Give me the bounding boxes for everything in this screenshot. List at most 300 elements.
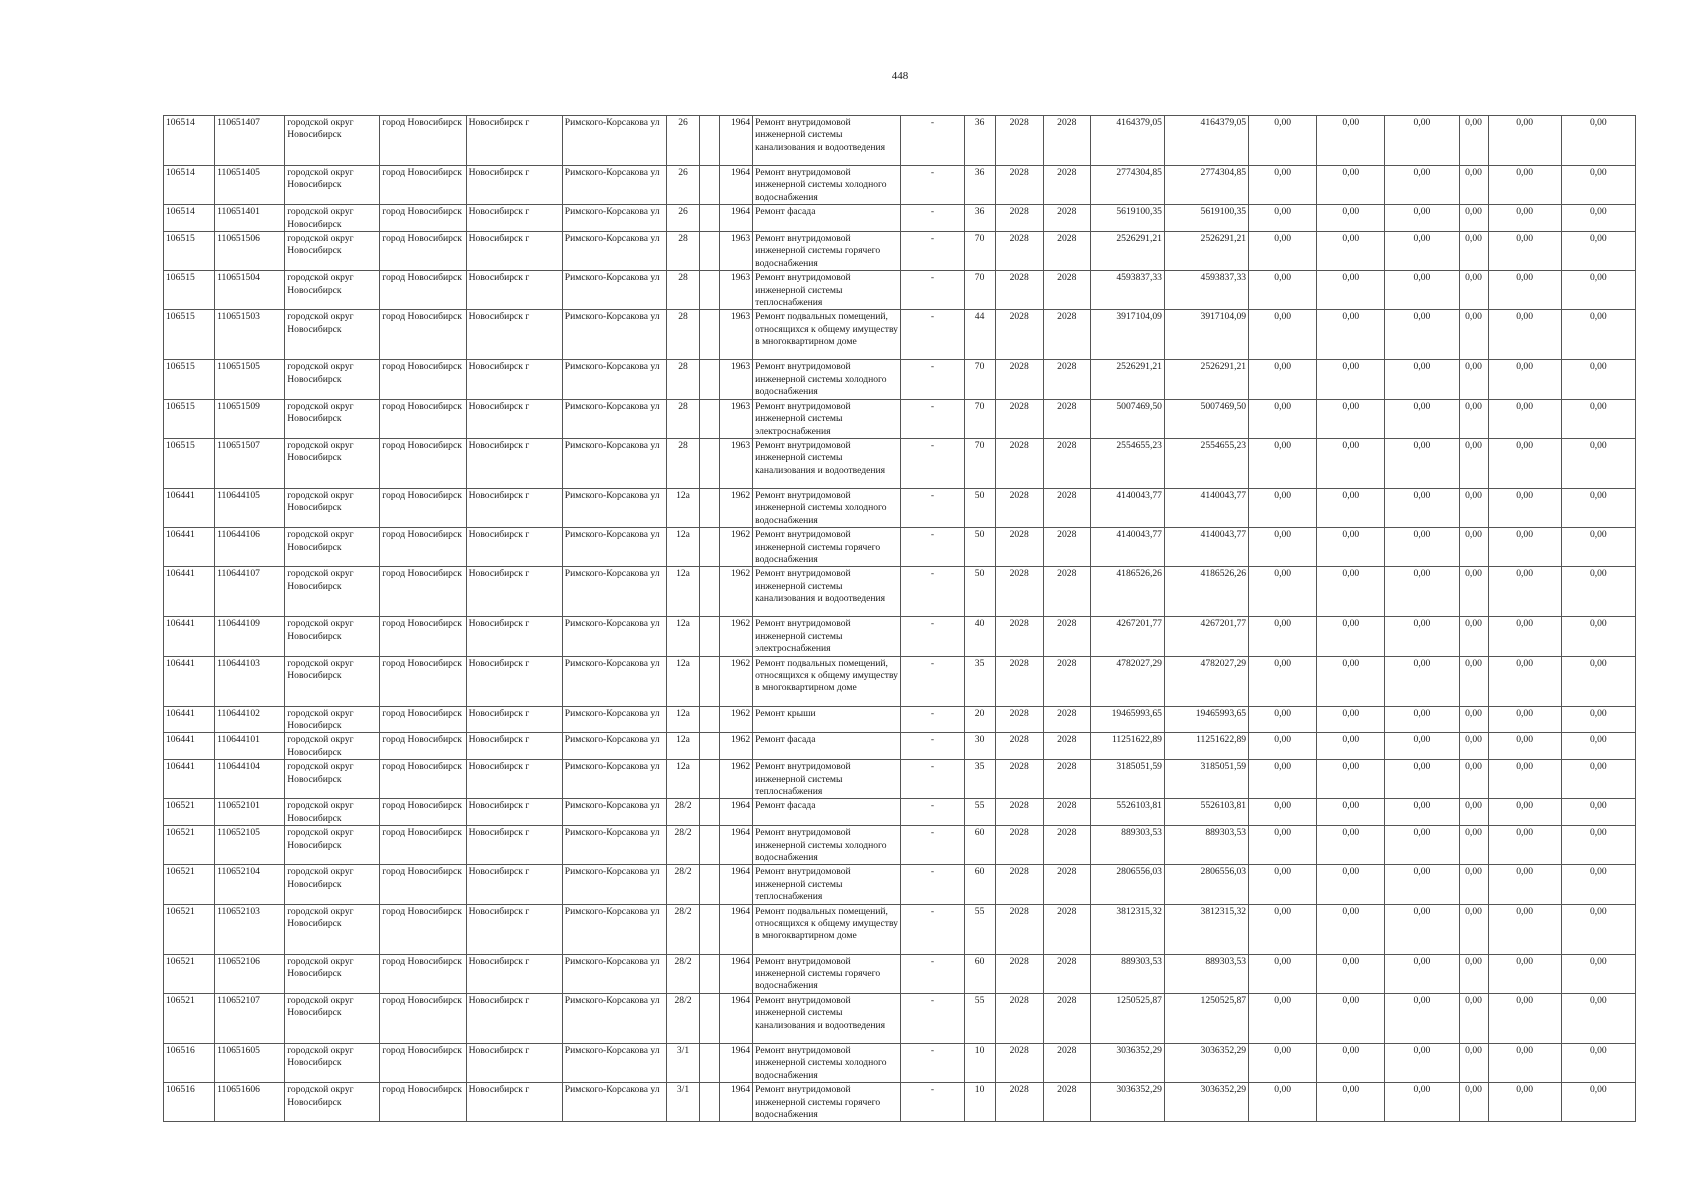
cell-cost-owners: 0,00 xyxy=(1459,706,1488,733)
cell-cost-fund: 11251622,89 xyxy=(1164,733,1248,760)
cell-cost-local: 0,00 xyxy=(1385,399,1459,438)
cell-settlement: город Новосибирск xyxy=(380,706,466,733)
cell-cost-total: 2806556,03 xyxy=(1090,865,1164,904)
cell-unit: - xyxy=(901,1083,964,1122)
cell-cost-local: 0,00 xyxy=(1385,993,1459,1043)
cell-locality: Новосибирск г xyxy=(466,310,562,360)
cell-house-number: 12а xyxy=(666,706,699,733)
cell-plan-year-end: 2028 xyxy=(1043,865,1090,904)
cell-cost-reserve: 0,00 xyxy=(1561,205,1635,232)
cell-settlement: город Новосибирск xyxy=(380,232,466,271)
cell-street: Римского-Корсакова ул xyxy=(562,438,666,488)
cell-object-id: 106515 xyxy=(164,438,215,488)
cell-municipal-district: городской округ Новосибирск xyxy=(285,993,380,1043)
cell-work-id: 110652107 xyxy=(215,993,285,1043)
cell-object-id: 106441 xyxy=(164,733,215,760)
cell-cost-federal: 0,00 xyxy=(1249,438,1317,488)
cell-settlement: город Новосибирск xyxy=(380,166,466,205)
cell-cost-local: 0,00 xyxy=(1385,733,1459,760)
cell-settlement: город Новосибирск xyxy=(380,116,466,166)
cell-work-type: Ремонт внутридомовой инженерной системы теплоснабжения xyxy=(753,760,901,799)
cell-street: Римского-Корсакова ул xyxy=(562,116,666,166)
cell-work-id: 110651504 xyxy=(215,271,285,310)
cell-wear-percent: 35 xyxy=(964,656,995,706)
cell-cost-total: 889303,53 xyxy=(1090,954,1164,993)
cell-cost-fund: 2774304,85 xyxy=(1164,166,1248,205)
cell-cost-reserve: 0,00 xyxy=(1561,360,1635,399)
table-row xyxy=(164,993,1636,1043)
cell-cost-owners: 0,00 xyxy=(1459,360,1488,399)
cell-year-built: 1963 xyxy=(720,438,753,488)
cell-locality: Новосибирск г xyxy=(466,799,562,826)
cell-wear-percent: 60 xyxy=(964,865,995,904)
cell-cost-federal: 0,00 xyxy=(1249,799,1317,826)
cell-work-type: Ремонт фасада xyxy=(753,205,901,232)
cell-unit: - xyxy=(901,438,964,488)
cell-plan-year-end: 2028 xyxy=(1043,799,1090,826)
cell-house-number: 12а xyxy=(666,488,699,527)
cell-unit: - xyxy=(901,617,964,656)
cell-cost-fund: 5526103,81 xyxy=(1164,799,1248,826)
cell-wear-percent: 10 xyxy=(964,1083,995,1122)
cell-wear-percent: 40 xyxy=(964,617,995,656)
cell-cost-other: 0,00 xyxy=(1488,488,1561,527)
cell-municipal-district: городской округ Новосибирск xyxy=(285,166,380,205)
cell-cost-federal: 0,00 xyxy=(1249,617,1317,656)
cell-year-built: 1962 xyxy=(720,760,753,799)
cell-work-type: Ремонт внутридомовой инженерной системы холодного водоснабжения xyxy=(753,826,901,865)
cell-municipal-district: городской округ Новосибирск xyxy=(285,799,380,826)
cell-object-id: 106441 xyxy=(164,528,215,567)
cell-cost-other: 0,00 xyxy=(1488,116,1561,166)
cell-street: Римского-Корсакова ул xyxy=(562,528,666,567)
cell-year-built: 1964 xyxy=(720,1043,753,1082)
cell-municipal-district: городской округ Новосибирск xyxy=(285,528,380,567)
cell-cost-regional: 0,00 xyxy=(1317,904,1385,954)
cell-cost-other: 0,00 xyxy=(1488,617,1561,656)
cell-cost-reserve: 0,00 xyxy=(1561,733,1635,760)
cell-cost-regional: 0,00 xyxy=(1317,1083,1385,1122)
cell-settlement: город Новосибирск xyxy=(380,528,466,567)
cell-work-type: Ремонт внутридомовой инженерной системы горячего водоснабжения xyxy=(753,1083,901,1122)
cell-cost-federal: 0,00 xyxy=(1249,116,1317,166)
page-number: 448 xyxy=(891,70,909,82)
cell-object-id: 106514 xyxy=(164,166,215,205)
cell-settlement: город Новосибирск xyxy=(380,1043,466,1082)
cell-plan-year-end: 2028 xyxy=(1043,567,1090,617)
cell-locality: Новосибирск г xyxy=(466,438,562,488)
cell-cost-other: 0,00 xyxy=(1488,399,1561,438)
cell-cost-regional: 0,00 xyxy=(1317,232,1385,271)
cell-year-built: 1963 xyxy=(720,399,753,438)
cell-street: Римского-Корсакова ул xyxy=(562,760,666,799)
cell-locality: Новосибирск г xyxy=(466,360,562,399)
cell-cost-owners: 0,00 xyxy=(1459,310,1488,360)
cell-cost-reserve: 0,00 xyxy=(1561,656,1635,706)
cell-locality: Новосибирск г xyxy=(466,826,562,865)
cell-cost-federal: 0,00 xyxy=(1249,310,1317,360)
cell-wear-percent: 70 xyxy=(964,360,995,399)
cell-work-type: Ремонт фасада xyxy=(753,733,901,760)
cell-cost-local: 0,00 xyxy=(1385,310,1459,360)
cell-cost-total: 2774304,85 xyxy=(1090,166,1164,205)
cell-cost-total: 5619100,35 xyxy=(1090,205,1164,232)
cell-work-type: Ремонт подвальных помещений, относящихся к общему имуществу в многоквартирном доме xyxy=(753,310,901,360)
cell-cost-total: 889303,53 xyxy=(1090,826,1164,865)
cell-plan-year-start: 2028 xyxy=(995,205,1043,232)
cell-cost-regional: 0,00 xyxy=(1317,1043,1385,1082)
cell-municipal-district: городской округ Новосибирск xyxy=(285,271,380,310)
cell-plan-year-end: 2028 xyxy=(1043,310,1090,360)
cell-plan-year-start: 2028 xyxy=(995,954,1043,993)
cell-street: Римского-Корсакова ул xyxy=(562,360,666,399)
cell-plan-year-end: 2028 xyxy=(1043,993,1090,1043)
cell-cost-fund: 2526291,21 xyxy=(1164,360,1248,399)
cell-building xyxy=(700,904,720,954)
cell-cost-local: 0,00 xyxy=(1385,205,1459,232)
cell-cost-reserve: 0,00 xyxy=(1561,617,1635,656)
cell-building xyxy=(700,399,720,438)
cell-house-number: 28/2 xyxy=(666,865,699,904)
cell-street: Римского-Корсакова ул xyxy=(562,706,666,733)
cell-plan-year-end: 2028 xyxy=(1043,166,1090,205)
cell-cost-local: 0,00 xyxy=(1385,826,1459,865)
cell-object-id: 106515 xyxy=(164,271,215,310)
cell-settlement: город Новосибирск xyxy=(380,399,466,438)
cell-plan-year-start: 2028 xyxy=(995,904,1043,954)
cell-cost-other: 0,00 xyxy=(1488,360,1561,399)
cell-cost-federal: 0,00 xyxy=(1249,205,1317,232)
cell-house-number: 26 xyxy=(666,166,699,205)
cell-house-number: 28 xyxy=(666,360,699,399)
cell-object-id: 106515 xyxy=(164,232,215,271)
cell-wear-percent: 44 xyxy=(964,310,995,360)
cell-cost-reserve: 0,00 xyxy=(1561,488,1635,527)
cell-wear-percent: 10 xyxy=(964,1043,995,1082)
cell-settlement: город Новосибирск xyxy=(380,954,466,993)
cell-year-built: 1962 xyxy=(720,567,753,617)
cell-cost-local: 0,00 xyxy=(1385,656,1459,706)
cell-work-id: 110644102 xyxy=(215,706,285,733)
table-row xyxy=(164,528,1636,567)
cell-cost-owners: 0,00 xyxy=(1459,760,1488,799)
cell-cost-regional: 0,00 xyxy=(1317,166,1385,205)
cell-wear-percent: 30 xyxy=(964,733,995,760)
cell-wear-percent: 36 xyxy=(964,166,995,205)
cell-wear-percent: 35 xyxy=(964,760,995,799)
cell-house-number: 28 xyxy=(666,232,699,271)
cell-cost-regional: 0,00 xyxy=(1317,954,1385,993)
cell-plan-year-end: 2028 xyxy=(1043,617,1090,656)
cell-house-number: 28/2 xyxy=(666,904,699,954)
cell-building xyxy=(700,271,720,310)
cell-work-type: Ремонт внутридомовой инженерной системы электроснабжения xyxy=(753,399,901,438)
table-row xyxy=(164,567,1636,617)
cell-cost-fund: 3036352,29 xyxy=(1164,1043,1248,1082)
cell-building xyxy=(700,116,720,166)
cell-locality: Новосибирск г xyxy=(466,116,562,166)
cell-settlement: город Новосибирск xyxy=(380,488,466,527)
cell-plan-year-start: 2028 xyxy=(995,438,1043,488)
cell-house-number: 12а xyxy=(666,656,699,706)
cell-plan-year-start: 2028 xyxy=(995,232,1043,271)
cell-municipal-district: городской округ Новосибирск xyxy=(285,488,380,527)
cell-cost-fund: 4593837,33 xyxy=(1164,271,1248,310)
cell-object-id: 106521 xyxy=(164,799,215,826)
cell-cost-reserve: 0,00 xyxy=(1561,399,1635,438)
cell-cost-local: 0,00 xyxy=(1385,488,1459,527)
cell-wear-percent: 70 xyxy=(964,232,995,271)
cell-cost-total: 4593837,33 xyxy=(1090,271,1164,310)
cell-street: Римского-Корсакова ул xyxy=(562,799,666,826)
cell-unit: - xyxy=(901,799,964,826)
cell-building xyxy=(700,799,720,826)
cell-unit: - xyxy=(901,760,964,799)
cell-work-id: 110644101 xyxy=(215,733,285,760)
cell-street: Римского-Корсакова ул xyxy=(562,733,666,760)
cell-plan-year-start: 2028 xyxy=(995,567,1043,617)
cell-work-type: Ремонт внутридомовой инженерной системы горячего водоснабжения xyxy=(753,528,901,567)
cell-cost-fund: 5619100,35 xyxy=(1164,205,1248,232)
cell-plan-year-start: 2028 xyxy=(995,826,1043,865)
table-row xyxy=(164,1043,1636,1082)
cell-plan-year-end: 2028 xyxy=(1043,954,1090,993)
cell-work-id: 110651509 xyxy=(215,399,285,438)
cell-street: Римского-Корсакова ул xyxy=(562,310,666,360)
cell-cost-other: 0,00 xyxy=(1488,567,1561,617)
cell-building xyxy=(700,1083,720,1122)
table-row xyxy=(164,205,1636,232)
cell-street: Римского-Корсакова ул xyxy=(562,399,666,438)
table-row xyxy=(164,1083,1636,1122)
cell-cost-fund: 3185051,59 xyxy=(1164,760,1248,799)
cell-cost-other: 0,00 xyxy=(1488,656,1561,706)
cell-cost-fund: 2806556,03 xyxy=(1164,865,1248,904)
cell-plan-year-end: 2028 xyxy=(1043,826,1090,865)
cell-locality: Новосибирск г xyxy=(466,488,562,527)
cell-unit: - xyxy=(901,232,964,271)
cell-work-id: 110644109 xyxy=(215,617,285,656)
cell-work-type: Ремонт внутридомовой инженерной системы холодного водоснабжения xyxy=(753,488,901,527)
cell-work-type: Ремонт внутридомовой инженерной системы холодного водоснабжения xyxy=(753,360,901,399)
cell-work-type: Ремонт внутридомовой инженерной системы горячего водоснабжения xyxy=(753,954,901,993)
cell-cost-owners: 0,00 xyxy=(1459,617,1488,656)
cell-cost-reserve: 0,00 xyxy=(1561,1043,1635,1082)
cell-cost-regional: 0,00 xyxy=(1317,488,1385,527)
table-row xyxy=(164,617,1636,656)
cell-cost-regional: 0,00 xyxy=(1317,438,1385,488)
cell-cost-reserve: 0,00 xyxy=(1561,904,1635,954)
cell-street: Римского-Корсакова ул xyxy=(562,567,666,617)
cell-wear-percent: 50 xyxy=(964,567,995,617)
cell-work-id: 110644105 xyxy=(215,488,285,527)
cell-object-id: 106514 xyxy=(164,205,215,232)
cell-locality: Новосибирск г xyxy=(466,1083,562,1122)
cell-house-number: 3/1 xyxy=(666,1043,699,1082)
cell-year-built: 1964 xyxy=(720,799,753,826)
cell-plan-year-end: 2028 xyxy=(1043,488,1090,527)
cell-cost-local: 0,00 xyxy=(1385,116,1459,166)
cell-work-type: Ремонт подвальных помещений, относящихся к общему имуществу в многоквартирном доме xyxy=(753,904,901,954)
cell-cost-federal: 0,00 xyxy=(1249,528,1317,567)
cell-building xyxy=(700,954,720,993)
cell-plan-year-start: 2028 xyxy=(995,399,1043,438)
cell-cost-regional: 0,00 xyxy=(1317,116,1385,166)
cell-building xyxy=(700,567,720,617)
cell-cost-local: 0,00 xyxy=(1385,799,1459,826)
cell-work-type: Ремонт внутридомовой инженерной системы горячего водоснабжения xyxy=(753,232,901,271)
cell-object-id: 106521 xyxy=(164,954,215,993)
cell-settlement: город Новосибирск xyxy=(380,656,466,706)
cell-object-id: 106516 xyxy=(164,1043,215,1082)
cell-municipal-district: городской округ Новосибирск xyxy=(285,1083,380,1122)
cell-street: Римского-Корсакова ул xyxy=(562,1083,666,1122)
cell-plan-year-end: 2028 xyxy=(1043,232,1090,271)
cell-year-built: 1962 xyxy=(720,656,753,706)
cell-municipal-district: городской округ Новосибирск xyxy=(285,954,380,993)
cell-settlement: город Новосибирск xyxy=(380,733,466,760)
cell-building xyxy=(700,232,720,271)
cell-cost-other: 0,00 xyxy=(1488,1083,1561,1122)
cell-plan-year-start: 2028 xyxy=(995,865,1043,904)
cell-plan-year-end: 2028 xyxy=(1043,904,1090,954)
cell-unit: - xyxy=(901,656,964,706)
cell-plan-year-start: 2028 xyxy=(995,799,1043,826)
cell-settlement: город Новосибирск xyxy=(380,271,466,310)
cell-cost-local: 0,00 xyxy=(1385,954,1459,993)
table-row xyxy=(164,488,1636,527)
cell-cost-other: 0,00 xyxy=(1488,706,1561,733)
cell-plan-year-end: 2028 xyxy=(1043,706,1090,733)
cell-wear-percent: 70 xyxy=(964,399,995,438)
cell-municipal-district: городской округ Новосибирск xyxy=(285,760,380,799)
cell-house-number: 28/2 xyxy=(666,954,699,993)
cell-cost-reserve: 0,00 xyxy=(1561,865,1635,904)
cell-cost-other: 0,00 xyxy=(1488,799,1561,826)
cell-work-id: 110644104 xyxy=(215,760,285,799)
table-row xyxy=(164,310,1636,360)
cell-cost-federal: 0,00 xyxy=(1249,1083,1317,1122)
cell-year-built: 1964 xyxy=(720,166,753,205)
cell-cost-federal: 0,00 xyxy=(1249,826,1317,865)
cell-year-built: 1964 xyxy=(720,116,753,166)
cell-locality: Новосибирск г xyxy=(466,760,562,799)
cell-building xyxy=(700,865,720,904)
cell-municipal-district: городской округ Новосибирск xyxy=(285,116,380,166)
cell-plan-year-end: 2028 xyxy=(1043,360,1090,399)
cell-municipal-district: городской округ Новосибирск xyxy=(285,865,380,904)
cell-cost-other: 0,00 xyxy=(1488,826,1561,865)
cell-cost-total: 1250525,87 xyxy=(1090,993,1164,1043)
cell-cost-regional: 0,00 xyxy=(1317,310,1385,360)
cell-street: Римского-Корсакова ул xyxy=(562,656,666,706)
cell-work-id: 110651606 xyxy=(215,1083,285,1122)
cell-plan-year-start: 2028 xyxy=(995,760,1043,799)
cell-plan-year-end: 2028 xyxy=(1043,528,1090,567)
table-body xyxy=(164,116,1636,1122)
cell-plan-year-end: 2028 xyxy=(1043,1043,1090,1082)
cell-cost-regional: 0,00 xyxy=(1317,656,1385,706)
cell-work-id: 110652106 xyxy=(215,954,285,993)
cell-object-id: 106515 xyxy=(164,310,215,360)
table-row xyxy=(164,166,1636,205)
cell-plan-year-end: 2028 xyxy=(1043,399,1090,438)
cell-year-built: 1962 xyxy=(720,617,753,656)
cell-object-id: 106516 xyxy=(164,1083,215,1122)
cell-cost-reserve: 0,00 xyxy=(1561,799,1635,826)
cell-work-id: 110651503 xyxy=(215,310,285,360)
cell-work-id: 110651401 xyxy=(215,205,285,232)
cell-building xyxy=(700,993,720,1043)
cell-object-id: 106521 xyxy=(164,826,215,865)
cell-plan-year-start: 2028 xyxy=(995,656,1043,706)
cell-municipal-district: городской округ Новосибирск xyxy=(285,205,380,232)
cell-object-id: 106515 xyxy=(164,399,215,438)
cell-street: Римского-Корсакова ул xyxy=(562,954,666,993)
cell-cost-other: 0,00 xyxy=(1488,993,1561,1043)
cell-plan-year-start: 2028 xyxy=(995,528,1043,567)
cell-cost-reserve: 0,00 xyxy=(1561,271,1635,310)
cell-cost-local: 0,00 xyxy=(1385,271,1459,310)
table-row xyxy=(164,733,1636,760)
table-row xyxy=(164,399,1636,438)
cell-house-number: 12а xyxy=(666,617,699,656)
cell-object-id: 106441 xyxy=(164,760,215,799)
cell-year-built: 1963 xyxy=(720,232,753,271)
cell-house-number: 28 xyxy=(666,438,699,488)
cell-cost-total: 4186526,26 xyxy=(1090,567,1164,617)
cell-settlement: город Новосибирск xyxy=(380,904,466,954)
cell-street: Римского-Корсакова ул xyxy=(562,617,666,656)
cell-house-number: 12а xyxy=(666,760,699,799)
cell-settlement: город Новосибирск xyxy=(380,310,466,360)
cell-locality: Новосибирск г xyxy=(466,954,562,993)
cell-house-number: 12а xyxy=(666,528,699,567)
cell-unit: - xyxy=(901,166,964,205)
cell-cost-owners: 0,00 xyxy=(1459,865,1488,904)
cell-cost-regional: 0,00 xyxy=(1317,271,1385,310)
cell-building xyxy=(700,205,720,232)
cell-locality: Новосибирск г xyxy=(466,706,562,733)
cell-cost-local: 0,00 xyxy=(1385,617,1459,656)
cell-cost-total: 2526291,21 xyxy=(1090,360,1164,399)
table-row xyxy=(164,232,1636,271)
cell-municipal-district: городской округ Новосибирск xyxy=(285,399,380,438)
cell-locality: Новосибирск г xyxy=(466,205,562,232)
cell-street: Римского-Корсакова ул xyxy=(562,865,666,904)
cell-wear-percent: 20 xyxy=(964,706,995,733)
cell-settlement: город Новосибирск xyxy=(380,360,466,399)
cell-locality: Новосибирск г xyxy=(466,166,562,205)
cell-work-id: 110652101 xyxy=(215,799,285,826)
cell-building xyxy=(700,1043,720,1082)
cell-wear-percent: 50 xyxy=(964,488,995,527)
cell-work-type: Ремонт внутридомовой инженерной системы холодного водоснабжения xyxy=(753,1043,901,1082)
table-row xyxy=(164,116,1636,166)
cell-cost-owners: 0,00 xyxy=(1459,399,1488,438)
table-row xyxy=(164,360,1636,399)
cell-work-id: 110652104 xyxy=(215,865,285,904)
cell-plan-year-start: 2028 xyxy=(995,488,1043,527)
cell-work-id: 110652105 xyxy=(215,826,285,865)
cell-cost-reserve: 0,00 xyxy=(1561,567,1635,617)
cell-building xyxy=(700,528,720,567)
cell-cost-total: 4140043,77 xyxy=(1090,488,1164,527)
cell-wear-percent: 70 xyxy=(964,438,995,488)
cell-plan-year-start: 2028 xyxy=(995,993,1043,1043)
table-row xyxy=(164,656,1636,706)
cell-cost-local: 0,00 xyxy=(1385,904,1459,954)
